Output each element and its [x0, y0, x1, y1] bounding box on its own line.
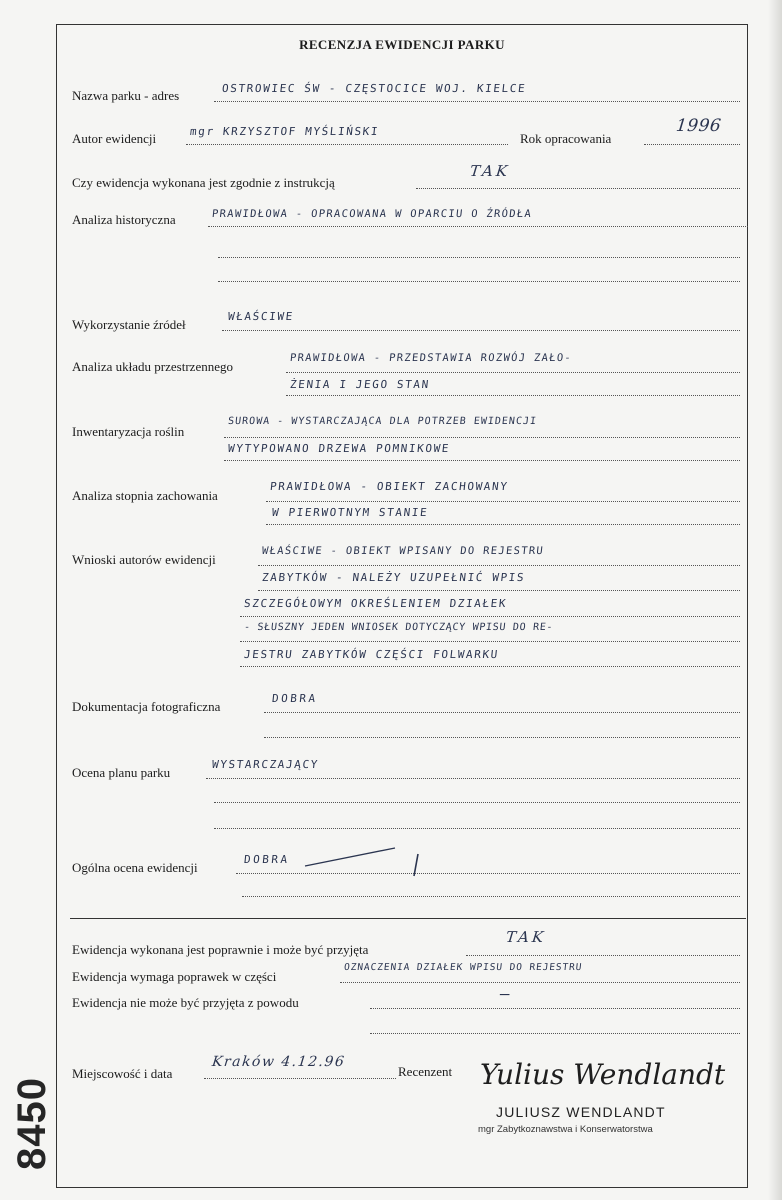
value-plan: WYSTARCZAJĄCY	[211, 758, 320, 771]
value-rosliny-1: SUROWA - WYSTARCZAJĄCA DLA POTRZEB EWIDENCJI	[227, 416, 538, 427]
label-nazwa: Nazwa parku - adres	[72, 88, 180, 103]
line-plan-1	[206, 778, 740, 779]
section-divider	[70, 918, 746, 919]
value-odrzucona: —	[499, 984, 511, 1003]
line-przyjeta	[466, 955, 740, 956]
line-historyczna-2	[218, 257, 740, 258]
label-miejsce: Miejscowość i data	[72, 1066, 173, 1081]
value-wnioski-3: SZCZEGÓŁOWYM OKREŚLENIEM DZIAŁEK	[243, 597, 508, 610]
scan-edge	[768, 0, 782, 1200]
reviewer-name: JULIUSZ WENDLANDT	[496, 1104, 666, 1120]
label-przyjeta: Ewidencja wykonana jest poprawnie i może być przyjęta	[72, 942, 369, 957]
value-wnioski-5: JESTRU ZABYTKÓW CZĘŚCI FOLWARKU	[243, 648, 500, 661]
value-wnioski-1: WŁAŚCIWE - OBIEKT WPISANY DO REJESTRU	[261, 545, 545, 557]
line-poprawki	[340, 982, 740, 983]
ogolna-pen-stroke	[300, 844, 430, 880]
value-uklad-1: PRAWIDŁOWA - PRZEDSTAWIA ROZWÓJ ZAŁO-	[289, 352, 573, 364]
line-nazwa	[214, 101, 740, 102]
value-rok: 1996	[674, 116, 723, 136]
label-ogolna: Ogólna ocena ewidencji	[72, 860, 198, 875]
label-rosliny: Inwentaryzacja roślin	[72, 424, 185, 439]
label-odrzucona: Ewidencja nie może być przyjęta z powodu	[72, 995, 299, 1010]
value-wnioski-4: - SŁUSZNY JEDEN WNIOSEK DOTYCZĄCY WPISU DO RE-	[243, 622, 554, 633]
line-uklad-1	[286, 372, 740, 373]
value-nazwa: OSTROWIEC ŚW - CZĘSTOCICE WOJ. KIELCE	[221, 82, 527, 95]
line-wnioski-4	[240, 641, 740, 642]
value-zrodla: WŁAŚCIWE	[227, 310, 295, 323]
form-title: RECENZJA EWIDENCJI PARKU	[299, 37, 505, 52]
value-przyjeta: TAK	[505, 928, 548, 946]
label-poprawki: Ewidencja wymaga poprawek w części	[72, 969, 277, 984]
value-wnioski-2: ZABYTKÓW - NALEŻY UZUPEŁNIĆ WPIS	[261, 571, 526, 584]
line-miejsce	[204, 1078, 396, 1079]
line-autor	[186, 144, 508, 145]
line-foto-1	[264, 712, 740, 713]
label-wnioski: Wnioski autorów ewidencji	[72, 552, 216, 567]
reviewer-signature: Yulius Wendlandt	[480, 1058, 726, 1091]
line-stopien-2	[266, 524, 740, 525]
value-zgodnosc: TAK	[469, 162, 512, 180]
line-uklad-2	[286, 395, 740, 396]
line-plan-2	[214, 802, 740, 803]
line-zgodnosc	[416, 188, 740, 189]
line-wnioski-1	[258, 565, 740, 566]
value-miejsce: Kraków 4.12.96	[211, 1054, 347, 1070]
value-ogolna: DOBRA	[243, 853, 291, 866]
label-plan: Ocena planu parku	[72, 765, 171, 780]
line-odrzucona-1	[370, 1008, 740, 1009]
value-foto: DOBRA	[271, 692, 319, 705]
line-wnioski-5	[240, 666, 740, 667]
line-rok	[644, 144, 740, 145]
label-uklad: Analiza układu przestrzennego	[72, 359, 233, 374]
label-stopien: Analiza stopnia zachowania	[72, 488, 218, 503]
label-rok: Rok opracowania	[520, 131, 612, 146]
label-autor: Autor ewidencji	[72, 131, 157, 146]
line-wnioski-2	[258, 590, 740, 591]
value-historyczna: PRAWIDŁOWA - OPRACOWANA W OPARCIU O ŹRÓDŁA	[211, 208, 533, 220]
line-odrzucona-2	[370, 1033, 740, 1034]
line-wnioski-3	[240, 616, 740, 617]
archive-number: 8450	[10, 1077, 54, 1170]
line-ogolna-2	[242, 896, 740, 897]
value-autor: mgr KRZYSZTOF MYŚLIŃSKI	[189, 125, 380, 138]
line-foto-2	[264, 737, 740, 738]
value-rosliny-2: WYTYPOWANO DRZEWA POMNIKOWE	[227, 442, 451, 455]
label-historyczna: Analiza historyczna	[72, 212, 176, 227]
value-stopien-2: W PIERWOTNYM STANIE	[271, 506, 429, 519]
line-rosliny-2	[224, 460, 740, 461]
label-foto: Dokumentacja fotograficzna	[72, 699, 221, 714]
line-historyczna-1	[208, 226, 748, 227]
line-plan-3	[214, 828, 740, 829]
value-poprawki: OZNACZENIA DZIAŁEK WPISU DO REJESTRU	[343, 962, 583, 973]
value-stopien-1: PRAWIDŁOWA - OBIEKT ZACHOWANY	[269, 480, 510, 493]
line-historyczna-3	[218, 281, 740, 282]
line-stopien-1	[266, 501, 740, 502]
line-rosliny-1	[224, 437, 740, 438]
label-recenzent: Recenzent	[398, 1064, 453, 1079]
label-zgodnosc: Czy ewidencja wykonana jest zgodnie z instrukcją	[72, 175, 335, 190]
value-uklad-2: ŻENIA I JEGO STAN	[289, 378, 431, 391]
line-zrodla	[222, 330, 740, 331]
reviewer-title: mgr Zabytkoznawstwa i Konserwatorstwa	[478, 1124, 653, 1135]
label-zrodla: Wykorzystanie źródeł	[72, 317, 186, 332]
